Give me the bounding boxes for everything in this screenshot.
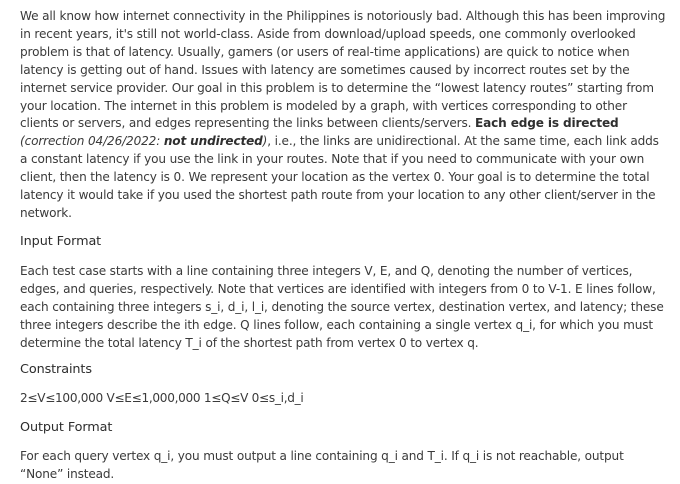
problem-description bbox=[20, 8, 666, 223]
constraints-text: 2≤V≤100,000 V≤E≤1,000,000 1≤Q≤V 0≤s_i,d_i bbox=[20, 391, 304, 406]
output-format-text: For each query vertex q_i, you must output a line containing q_i and T_i. If q_i is not reachable, output “None” instead. bbox=[20, 449, 624, 482]
correction-close: ) bbox=[262, 134, 268, 149]
correction-note bbox=[20, 134, 267, 148]
intro-emphasis: Each edge is directed bbox=[475, 116, 619, 131]
input-format-text: Each test case starts with a line containing three integers V, E, and Q, denoting the number of vertices, edges, and queries, respectively. Note that vertices are identified with integers from 0 to V-1. E lines follow, each containing three integers s_i, d_i, l_i, denoting the source vertex, destination vertex, and latency; these three integers describe the ith edge. Q lines follow, each containing a single vertex q_i, for which you must determine the total latency T_i of the shortest path from vertex 0 to vertex q. bbox=[20, 263, 664, 350]
constraints-heading: Constraints bbox=[20, 362, 92, 378]
correction-open: (correction 04/26/2022: bbox=[20, 134, 164, 149]
intro-text-b: , i.e., the links are unidirectional. At the same time, each link adds a constant latency if you use the link in your routes. Note that if you need to communicate with your own client, then the latency is 0. We represent your location as the vertex 0. Your goal is to determine the total latency it would take if you used the shortest path route from your location to any other client/server in the network. bbox=[20, 134, 659, 220]
intro-text-a: We all know how internet connectivity in the Philippines is notoriously bad. Although this has been improving in recent years, it's still not world-class. Aside from download/upload speeds, one commonly overlooked problem is that of latency. Usually, gamers (or users of real-time applications) are quick to notice when latency is getting out of hand. Issues with latency are sometimes caused by incorrect routes set by the internet service provider. Our goal in this problem is to determine the “lowest latency routes” starting from your location. The internet in this problem is modeled by a graph, with vertices corresponding to other clients or servers, and edges representing the links between clients/servers. bbox=[20, 9, 666, 131]
input-format-heading: Input Format bbox=[20, 233, 102, 249]
output-format-heading: Output Format bbox=[20, 420, 113, 436]
correction-emphasis: not undirected bbox=[163, 134, 263, 149]
